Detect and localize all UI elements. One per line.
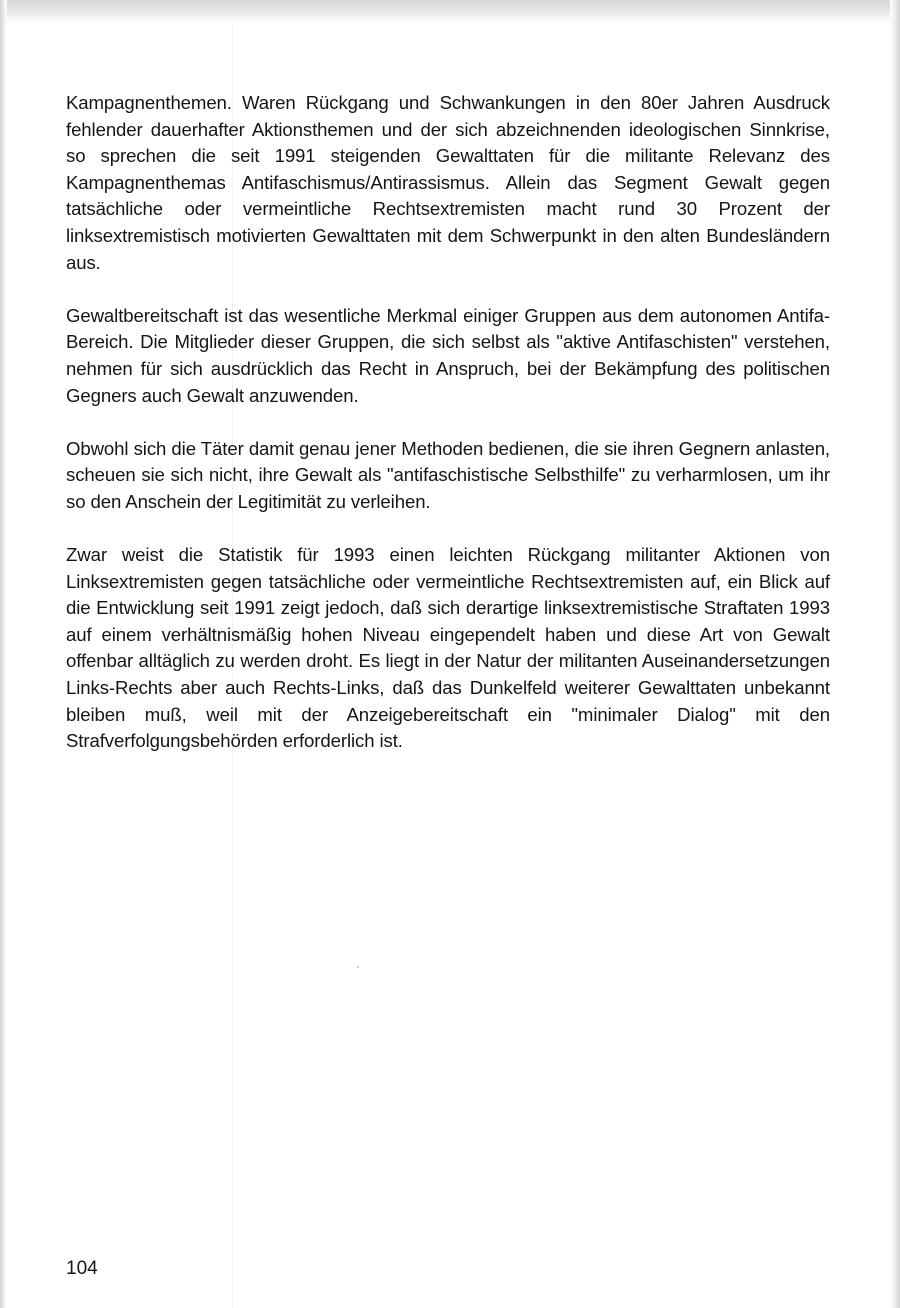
scan-edge-top <box>0 0 900 22</box>
scan-edge-right <box>890 0 900 1308</box>
page-number: 104 <box>66 1258 98 1279</box>
paragraph-1: Kampagnenthemen. Waren Rückgang und Schwankungen in den 80er Jahren Ausdruck fehlender dauerhafter Aktionsthemen und der sich abzeichnenden ideologischen Sinnkrise, so sprechen die seit 1991 steigenden Gewalttaten für die militante Relevanz des Kampagnenthemas Antifaschismus/Antirassismus. Allein das Segment Gewalt gegen tatsächliche oder vermeintliche Rechtsextremisten macht rund 30 Prozent der linksextremistisch motivierten Gewalttaten mit dem Schwerpunkt in den alten Bundesländern aus. <box>66 92 830 273</box>
scan-edge-left <box>0 0 7 1308</box>
body-text <box>66 90 830 781</box>
paragraph-2: Gewaltbereitschaft ist das wesentliche Merkmal einiger Gruppen aus dem autonomen Antifa-Bereich. Die Mitglieder dieser Gruppen, die sich selbst als "aktive Antifaschisten" verstehen, nehmen für sich ausdrücklich das Recht in Anspruch, bei der Bekämpfung des politischen Gegners auch Gewalt anzuwenden. <box>66 304 830 406</box>
paragraph-3: Obwohl sich die Täter damit genau jener Methoden bedienen, die sie ihren Gegnern anlasten, scheuen sie sich nicht, ihre Gewalt als "antifaschistische Selbsthilfe" zu verharmlosen, um ihr so den Anschein der Legitimität zu verleihen. <box>66 437 830 512</box>
paragraph-4: Zwar weist die Statistik für 1993 einen leichten Rückgang militanter Aktionen von Linksextremisten gegen tatsächliche oder vermeintliche Rechtsextremisten auf, ein Blick auf die Entwicklung seit 1991 zeigt jedoch, daß sich derartige linksextremistische Straftaten 1993 auf einem verhältnismäßig hohen Niveau eingependelt haben und diese Art von Gewalt offenbar alltäglich zu werden droht. Es liegt in der Natur der militanten Auseinandersetzungen Links-Rechts aber auch Rechts-Links, daß das Dunkelfeld weiterer Gewalttaten unbekannt bleiben muß, weil mit der Anzeigebereitschaft ein "minimaler Dialog" mit den Strafverfolgungsbehörden erforderlich ist. <box>66 544 830 752</box>
scan-speck <box>357 966 359 968</box>
